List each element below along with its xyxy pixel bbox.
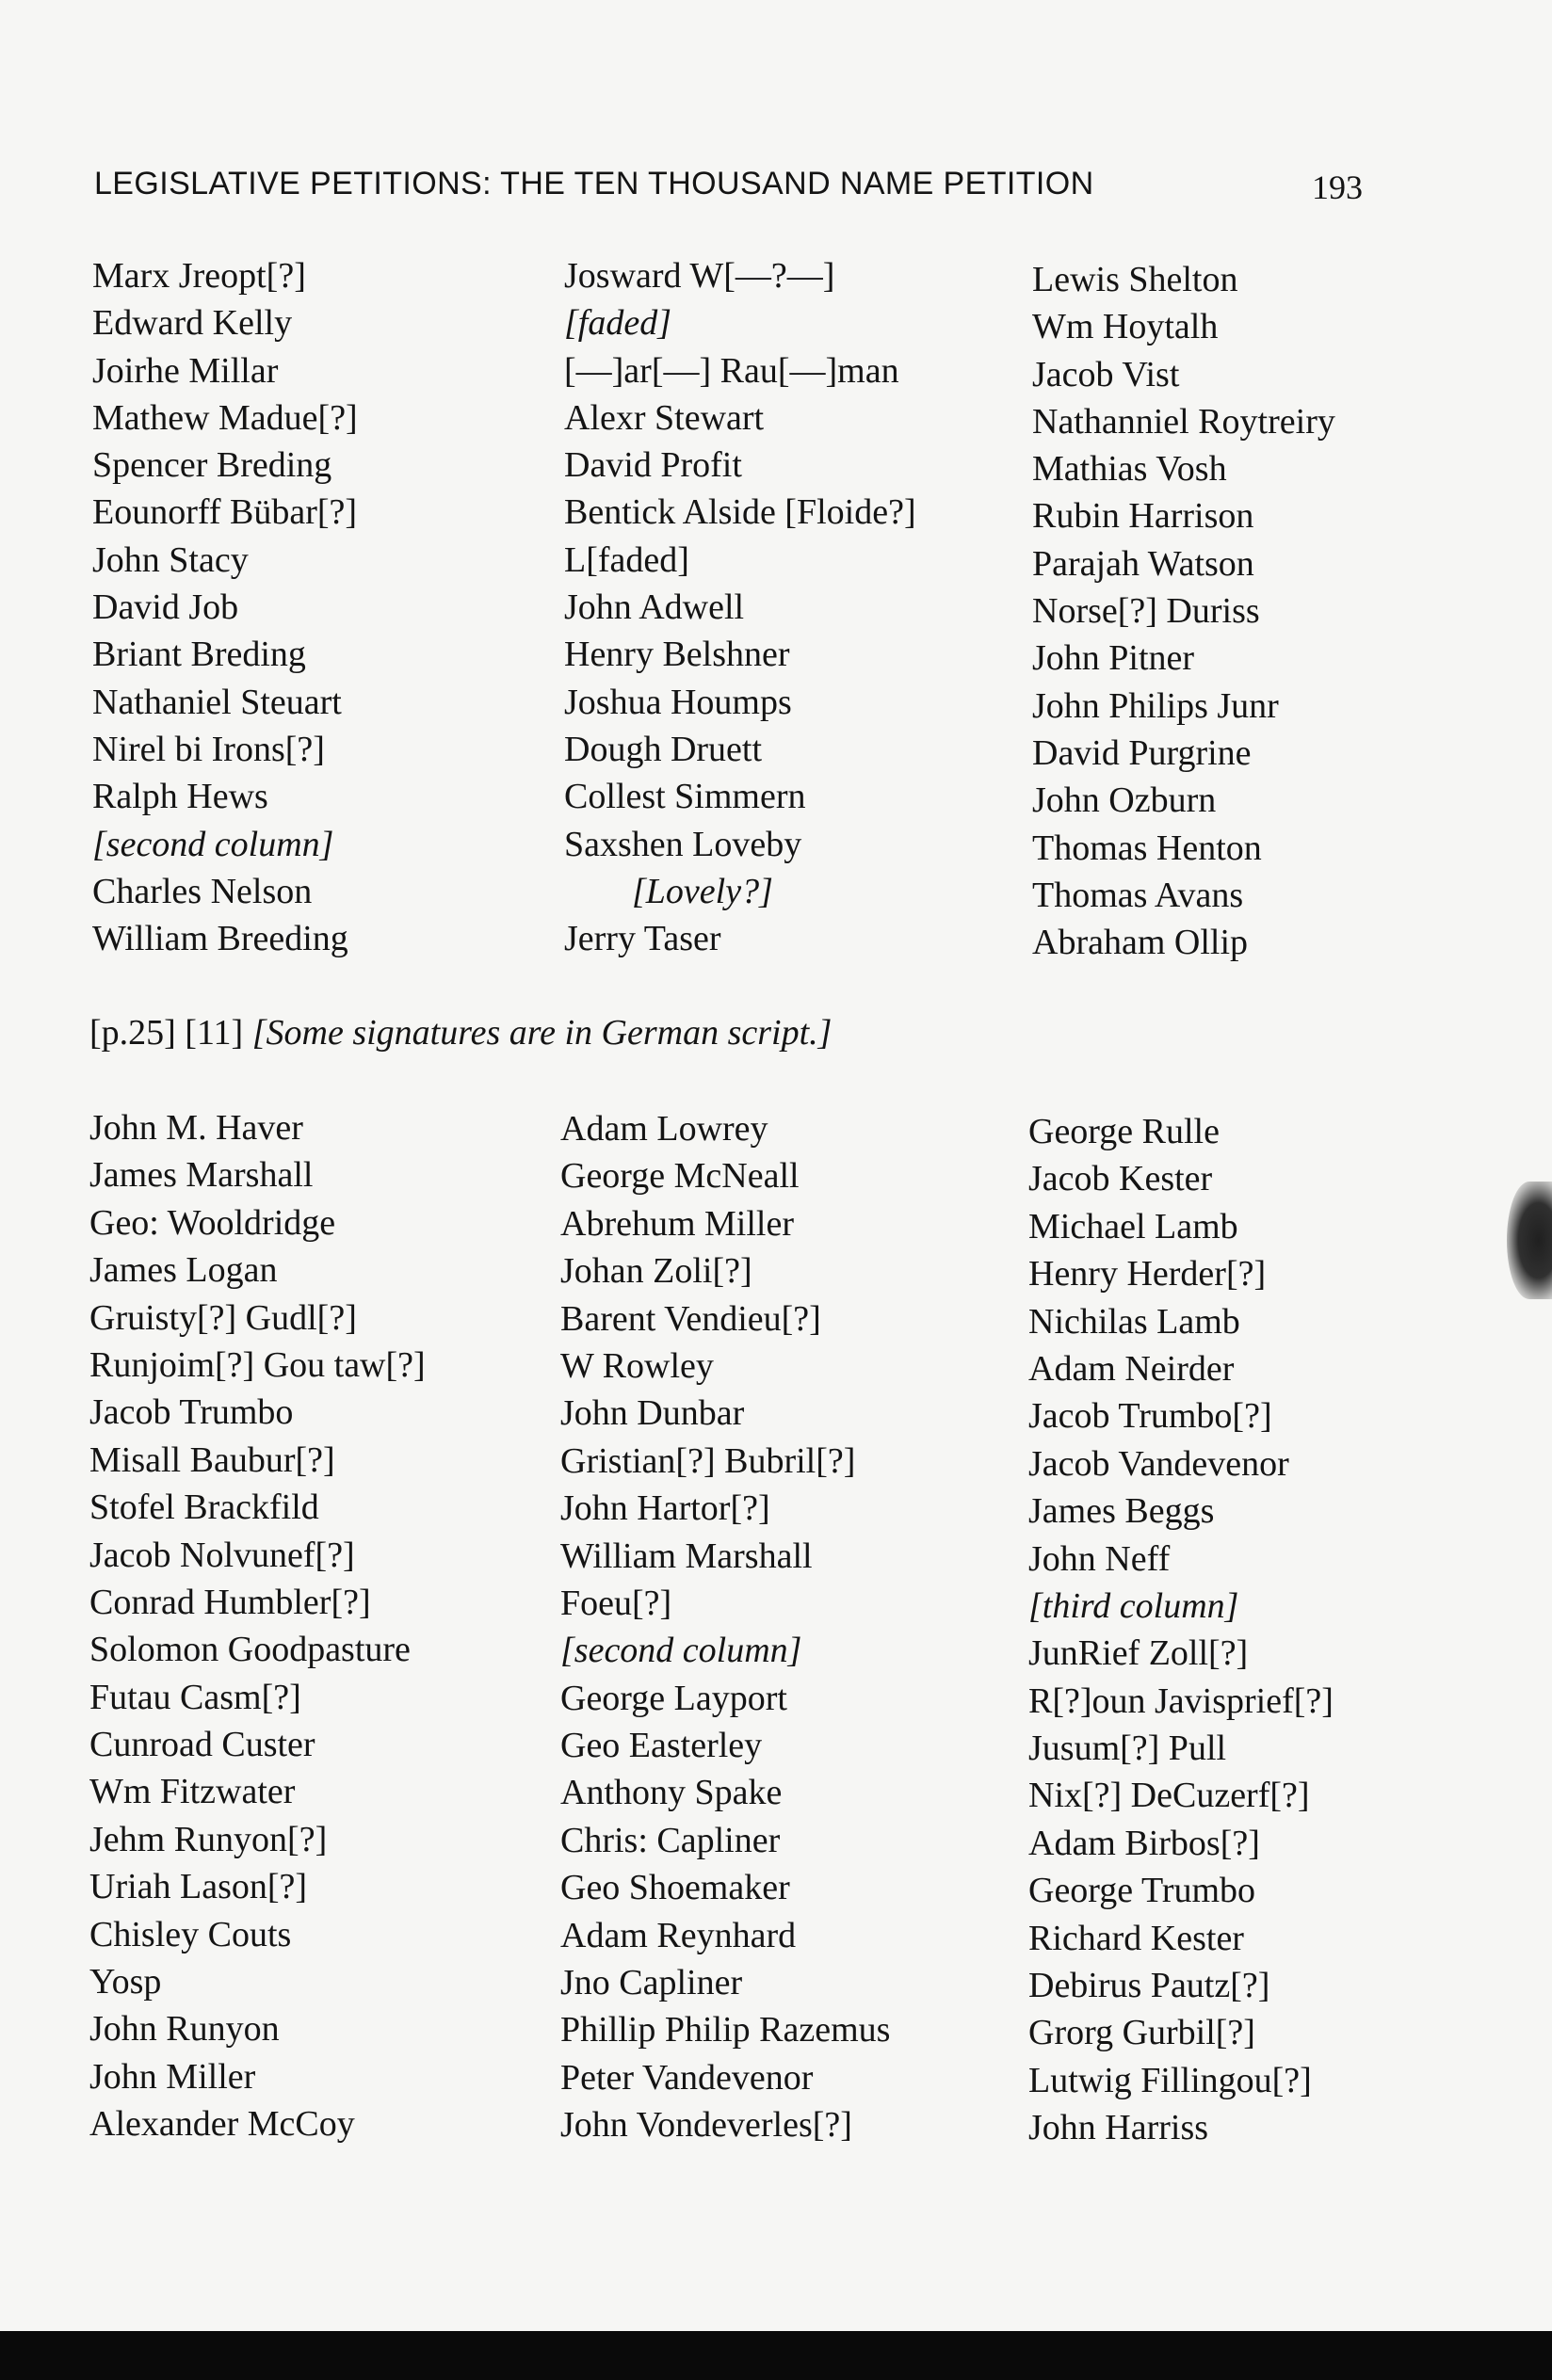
name-entry: Solomon Goodpasture	[89, 1630, 411, 1670]
name-entry: Misall Baubur[?]	[89, 1439, 335, 1480]
name-entry: James Logan	[89, 1250, 278, 1291]
name-entry: Adam Birbos[?]	[1028, 1823, 1260, 1863]
name-entry: Peter Vandevenor	[560, 2057, 814, 2098]
name-entry: Alexr Stewart	[564, 397, 765, 438]
editorial-note: [second column]	[560, 1631, 802, 1671]
name-entry: George McNeall	[560, 1156, 800, 1197]
name-entry: Nix[?] DeCuzerf[?]	[1028, 1776, 1310, 1816]
name-entry: Dough Druett	[564, 729, 763, 769]
name-entry: Henry Belshner	[564, 635, 790, 675]
name-entry: W Rowley	[560, 1345, 714, 1386]
script-note: [Some signatures are in German script.]	[251, 1013, 833, 1053]
name-entry: Foeu[?]	[560, 1583, 672, 1623]
name-entry: Futau Casm[?]	[89, 1677, 301, 1717]
name-entry: Jacob Vist	[1032, 354, 1180, 394]
name-entry: Wm Hoytalh	[1032, 307, 1219, 347]
name-entry: Geo Easterley	[560, 1726, 763, 1766]
name-entry: Chris: Capliner	[560, 1820, 781, 1860]
name-entry: Stofel Brackfild	[89, 1488, 319, 1528]
name-entry: Nirel bi Irons[?]	[92, 729, 325, 769]
name-entry: John Adwell	[564, 587, 745, 628]
name-entry: Cunroad Custer	[89, 1725, 315, 1765]
name-entry: Jacob Nolvunef[?]	[89, 1535, 355, 1575]
name-entry: JunRief Zoll[?]	[1028, 1633, 1249, 1674]
name-entry: George Rulle	[1028, 1112, 1220, 1151]
name-entry: Spencer Breding	[92, 445, 332, 486]
name-entry: Joirhe Millar	[92, 350, 279, 391]
name-entry: Barent Vendieu[?]	[560, 1298, 821, 1339]
name-entry: [—]ar[—] Rau[—]man	[564, 350, 899, 391]
name-entry: Rubin Harrison	[1032, 496, 1254, 537]
name-entry: L[faded]	[564, 539, 689, 580]
name-entry: Briant Breding	[92, 635, 306, 675]
editorial-note: [faded]	[564, 303, 671, 344]
name-entry: Edward Kelly	[92, 303, 293, 344]
name-entry: Michael Lamb	[1028, 1206, 1238, 1246]
name-entry: Jacob Vandevenor	[1028, 1443, 1289, 1484]
scan-smudge	[1507, 1182, 1552, 1299]
name-entry: Geo Shoemaker	[560, 1868, 790, 1908]
name-entry: Josward W[—?—]	[564, 256, 835, 296]
name-entry: Uriah Lason[?]	[89, 1867, 308, 1907]
name-entry: David Profit	[564, 445, 742, 486]
name-entry: Thomas Avans	[1032, 875, 1244, 915]
name-entry: James Beggs	[1028, 1491, 1215, 1532]
name-entry: George Layport	[560, 1678, 787, 1718]
name-entry: Phillip Philip Razemus	[560, 2010, 891, 2050]
name-entry: Adam Reynhard	[560, 1915, 797, 1955]
name-entry: Thomas Henton	[1032, 828, 1262, 868]
name-entry: John Pitner	[1032, 638, 1195, 679]
name-entry: John Miller	[89, 2056, 256, 2097]
name-entry: Henry Herder[?]	[1028, 1254, 1267, 1295]
page-reference: [p.25] [11]	[89, 1013, 244, 1053]
name-entry: David Purgrine	[1032, 732, 1252, 773]
name-entry: Jacob Trumbo[?]	[1028, 1396, 1272, 1437]
running-header: LEGISLATIVE PETITIONS: THE TEN THOUSAND NAME PETITION	[94, 166, 1094, 201]
name-entry: Jacob Trumbo	[89, 1392, 294, 1433]
name-entry: Nathanniel Roytreiry	[1032, 401, 1335, 442]
editorial-note: [Lovely?]	[632, 871, 773, 911]
name-entry: Anthony Spake	[560, 1773, 783, 1813]
name-entry: Yosp	[89, 1962, 162, 2002]
name-entry: Abraham Ollip	[1032, 923, 1249, 963]
page-number: 193	[1312, 169, 1363, 206]
scan-bottom-edge	[0, 2331, 1552, 2380]
name-entry: Joshua Houmps	[564, 682, 792, 722]
name-entry: Eounorff Bübar[?]	[92, 492, 358, 533]
name-entry: Ralph Hews	[92, 777, 268, 817]
name-entry: John Runyon	[89, 2009, 280, 2050]
editorial-note: [second column]	[92, 824, 334, 864]
name-entry: R[?]oun Javisprief[?]	[1028, 1680, 1334, 1721]
name-entry: Chisley Couts	[89, 1914, 292, 1954]
name-entry: Grorg Gurbil[?]	[1028, 2013, 1255, 2053]
name-entry: Runjoim[?] Gou taw[?]	[89, 1344, 426, 1385]
name-entry: Lutwig Fillingou[?]	[1028, 2060, 1312, 2100]
section1-column1	[92, 252, 358, 962]
name-entry: John Neff	[1028, 1538, 1171, 1579]
name-entry: Charles Nelson	[92, 871, 313, 911]
section2-column3	[1028, 1108, 1334, 2152]
name-entry: Norse[?] Duriss	[1032, 591, 1260, 632]
name-entry: William Marshall	[560, 1536, 813, 1576]
name-entry: John M. Haver	[89, 1108, 303, 1148]
name-entry: Mathias Vosh	[1032, 449, 1227, 490]
name-entry: John Harriss	[1028, 2108, 1209, 2148]
name-entry: William Breeding	[92, 919, 348, 959]
name-entry: Conrad Humbler[?]	[89, 1582, 371, 1622]
name-entry: Jerry Taser	[564, 919, 721, 959]
name-entry: John Vondeverles[?]	[560, 2105, 852, 2146]
section1-column2	[564, 252, 916, 962]
name-entry: James Marshall	[89, 1155, 314, 1196]
name-entry: Marx Jreopt[?]	[92, 256, 306, 296]
name-entry: Johan Zoli[?]	[560, 1251, 752, 1292]
name-entry: Richard Kester	[1028, 1918, 1244, 1958]
name-entry: John Hartor[?]	[560, 1488, 770, 1529]
name-entry: Bentick Alside [Floide?]	[564, 492, 916, 533]
editorial-note: [third column]	[1028, 1585, 1239, 1626]
name-entry: John Philips Junr	[1032, 685, 1279, 726]
name-entry: John Ozburn	[1032, 780, 1217, 821]
name-entry: Jacob Kester	[1028, 1159, 1213, 1199]
name-entry: Gruisty[?] Gudl[?]	[89, 1297, 357, 1338]
name-entry: Adam Neirder	[1028, 1348, 1235, 1389]
page-reference-note	[89, 1012, 832, 1053]
section2-column2	[560, 1105, 890, 2149]
name-entry: Debirus Pautz[?]	[1028, 1966, 1270, 2006]
name-entry: Gristian[?] Bubril[?]	[560, 1440, 856, 1481]
name-entry: Alexander McCoy	[89, 2104, 355, 2145]
name-entry: Adam Lowrey	[560, 1109, 768, 1149]
name-entry: George Trumbo	[1028, 1871, 1256, 1911]
name-entry: John Dunbar	[560, 1393, 745, 1434]
section1-column3	[1032, 256, 1335, 966]
name-entry: Jno Capliner	[560, 1963, 743, 2003]
name-entry: Jehm Runyon[?]	[89, 1819, 328, 1859]
name-entry: Wm Fitzwater	[89, 1772, 296, 1812]
name-entry: Nichilas Lamb	[1028, 1301, 1240, 1342]
name-entry: Saxshen Loveby	[564, 824, 802, 864]
name-entry: Nathaniel Steuart	[92, 682, 342, 722]
name-entry: Abrehum Miller	[560, 1203, 795, 1244]
name-entry: Lewis Shelton	[1032, 260, 1238, 299]
name-entry: Geo: Wooldridge	[89, 1202, 336, 1243]
name-entry: Collest Simmern	[564, 777, 806, 817]
name-entry: John Stacy	[92, 539, 249, 580]
name-entry: Parajah Watson	[1032, 543, 1254, 584]
name-entry: David Job	[92, 587, 239, 628]
name-entry: Jusum[?] Pull	[1028, 1729, 1227, 1769]
name-entry: Mathew Madue[?]	[92, 397, 358, 438]
section2-column1	[89, 1104, 426, 2148]
